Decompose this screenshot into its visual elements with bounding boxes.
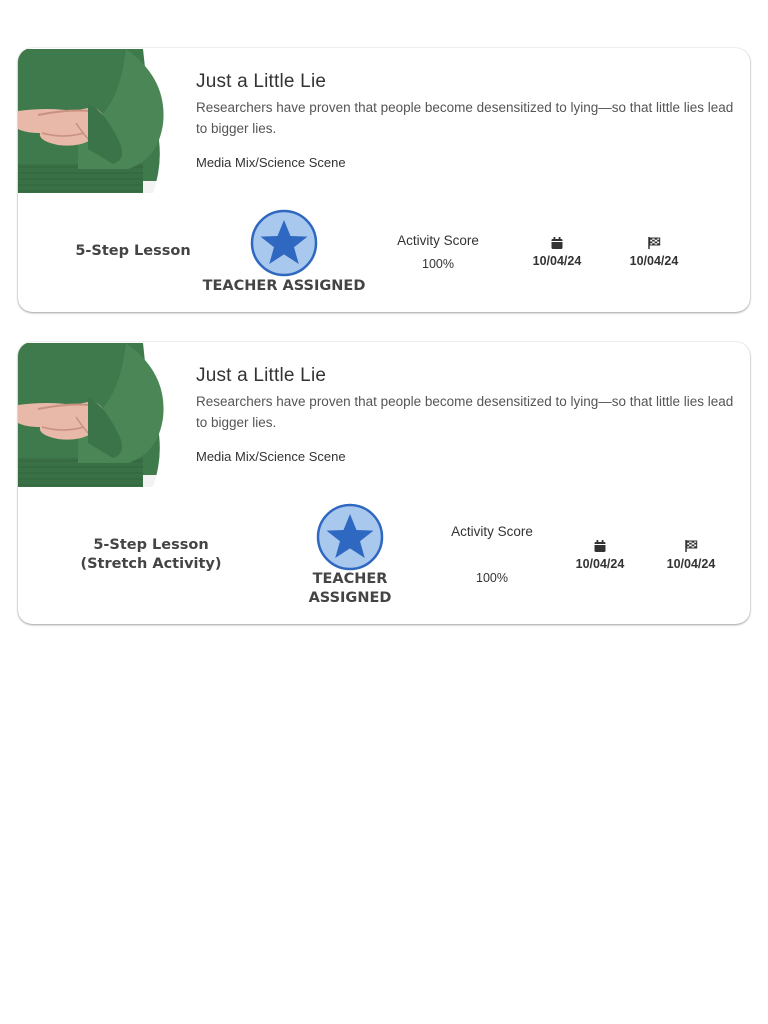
crossed-fingers-photo — [18, 49, 178, 193]
activity-thumbnail[interactable] — [18, 49, 178, 193]
due-date-value: 10/04/24 — [666, 557, 716, 571]
activity-score-value: 100% — [476, 571, 508, 585]
assigned-date-value: 10/04/24 — [575, 557, 625, 571]
status-label: TEACHER ASSIGNED — [202, 278, 366, 294]
activity-card[interactable] — [18, 48, 750, 312]
activity-score-label: Activity Score — [451, 524, 533, 539]
checkered-flag-icon — [684, 539, 698, 553]
assigned-date-value: 10/04/24 — [532, 254, 582, 268]
activity-description: Researchers have proven that people become desensitized to lying—so that little lies lead to bigger lies. — [196, 394, 734, 430]
assigned-date — [522, 236, 592, 270]
star-badge-icon — [316, 503, 384, 571]
due-date — [619, 236, 689, 270]
crossed-fingers-photo — [18, 343, 178, 487]
activity-description: Researchers have proven that people become desensitized to lying—so that little lies lead to bigger lies. — [196, 100, 734, 136]
due-date — [656, 539, 726, 573]
activity-title[interactable]: Just a Little Lie — [196, 365, 327, 386]
star-badge-icon — [250, 209, 318, 277]
activity-score-value: 100% — [422, 257, 454, 271]
activity-thumbnail[interactable] — [18, 343, 178, 487]
lesson-type-label: 5-Step Lesson — [75, 243, 191, 259]
activity-category: Media Mix/Science Scene — [196, 449, 346, 464]
assigned-date — [565, 539, 635, 573]
lesson-type-label: 5-Step Lesson (Stretch Activity) — [80, 537, 222, 572]
activity-category: Media Mix/Science Scene — [196, 155, 346, 170]
activity-card[interactable] — [18, 342, 750, 624]
due-date-value: 10/04/24 — [629, 254, 679, 268]
activity-score-label: Activity Score — [397, 233, 479, 248]
calendar-icon — [593, 539, 607, 553]
calendar-icon — [550, 236, 564, 250]
checkered-flag-icon — [647, 236, 661, 250]
status-label: TEACHER ASSIGNED — [308, 571, 392, 606]
activity-title[interactable]: Just a Little Lie — [196, 71, 327, 92]
